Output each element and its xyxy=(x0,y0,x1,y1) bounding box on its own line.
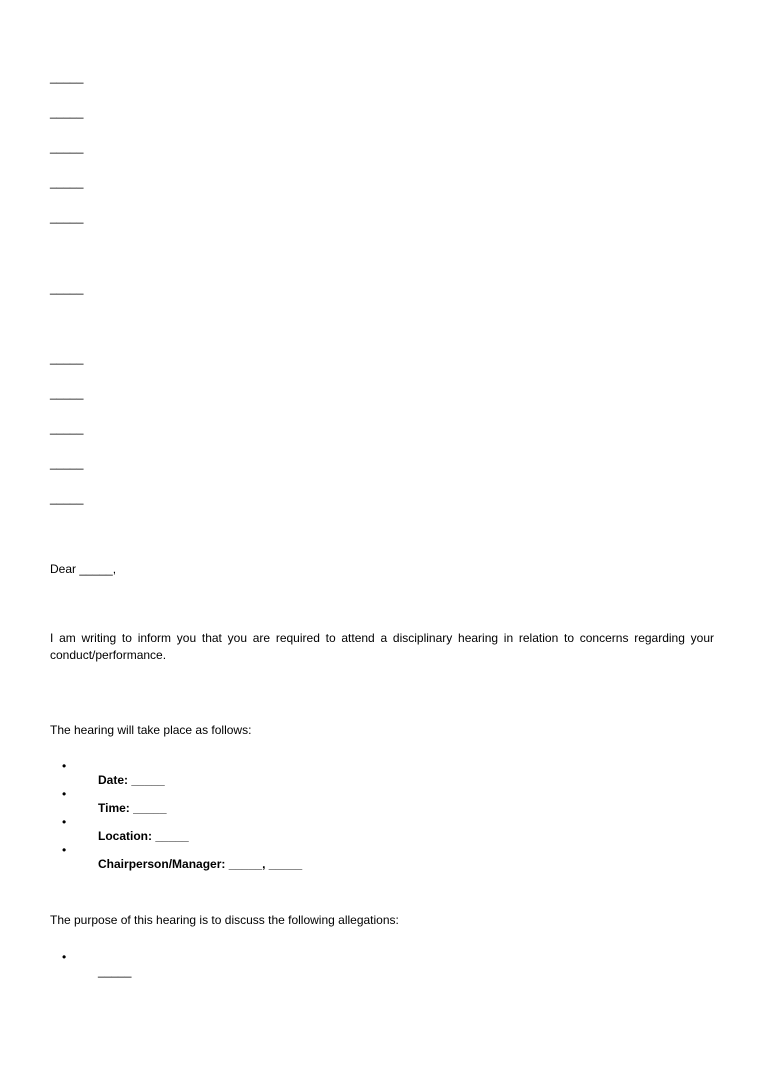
list-item xyxy=(50,950,131,978)
address-line: _____ xyxy=(50,70,84,84)
address-line: _____ xyxy=(50,421,84,435)
address-line: _____ xyxy=(50,175,84,189)
address-line: _____ xyxy=(50,105,84,119)
address-line: _____ xyxy=(50,140,84,154)
address-line: _____ xyxy=(50,210,84,224)
list-item xyxy=(50,787,302,815)
bullet-icon: • xyxy=(62,843,67,857)
salutation: Dear _____, xyxy=(50,562,117,576)
address-line: _____ xyxy=(50,386,84,400)
hearing-chairperson: Chairperson/Manager: _____, _____ xyxy=(98,857,303,871)
hearing-date: Date: _____ xyxy=(98,773,165,787)
hearing-time: Time: _____ xyxy=(98,801,167,815)
address-line: _____ xyxy=(50,491,84,505)
bullet-icon: • xyxy=(62,815,67,829)
bullet-icon: • xyxy=(62,787,67,801)
hearing-location: Location: _____ xyxy=(98,829,189,843)
hearing-details-list xyxy=(50,759,302,871)
purpose-intro: The purpose of this hearing is to discuss the following allegations: xyxy=(50,913,399,927)
bullet-icon: • xyxy=(62,759,67,773)
list-item xyxy=(50,843,302,871)
hearing-intro: The hearing will take place as follows: xyxy=(50,723,252,737)
address-line: _____ xyxy=(50,281,84,295)
list-item xyxy=(50,759,302,787)
address-line: _____ xyxy=(50,456,84,470)
address-line: _____ xyxy=(50,351,84,365)
intro-paragraph: I am writing to inform you that you are required to attend a disciplinary hearing in relation to concerns regarding your conduct/performance. xyxy=(50,631,714,662)
allegations-list xyxy=(50,950,131,978)
bullet-icon: • xyxy=(62,950,67,964)
allegation: _____ xyxy=(98,964,132,978)
list-item xyxy=(50,815,302,843)
